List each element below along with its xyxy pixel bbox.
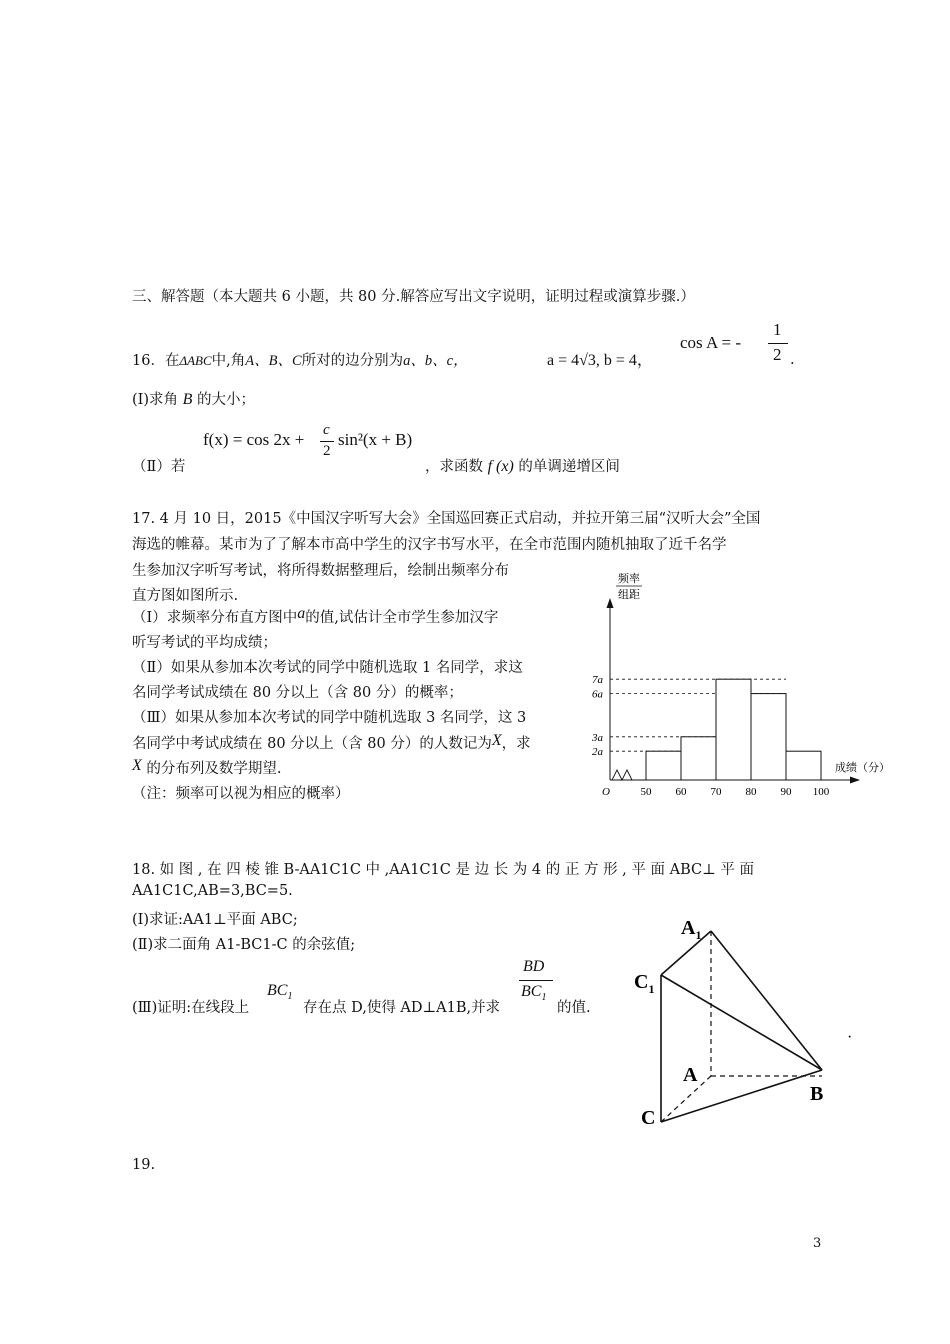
q16-mid2: 所对的边分别为 <box>301 353 404 369</box>
label-c1 <box>634 971 654 996</box>
x-axis-arrow <box>850 777 860 784</box>
q19-label: 19. <box>132 1157 156 1173</box>
q17-line4: 直方图如图所示. <box>132 588 239 604</box>
q16-triangle: ΔABC <box>179 353 212 368</box>
section-title: 三、解答题（本大题共 6 小题，共 80 分.解答应写出文字说明，证明过程或演算步骤.） <box>132 289 695 305</box>
q16-sides: a、b、c， <box>403 353 468 369</box>
q18-part1: (Ⅰ)求证:AA1⊥平面 ABC; <box>132 912 298 928</box>
x-tick-label-100: 100 <box>812 786 830 798</box>
q16-func-lhs: f(x) = cos 2x + <box>203 430 305 449</box>
label-c: C <box>641 1107 656 1129</box>
q17-part3-var: X <box>491 732 502 749</box>
frequency-histogram <box>590 565 910 810</box>
q17-line2: 海选的帷幕。某市为了了解本市高中学生的汉字书写水平，在全市范围内随机抽取了近千名学 <box>132 537 727 553</box>
q18-ratio-den-name: BC <box>521 983 542 1000</box>
q16-angles: A、B、C <box>245 353 302 369</box>
q17-line10 <box>132 733 531 755</box>
q17-line6: 听写考试的平均成绩； <box>132 635 277 651</box>
q16-given-ab: a = 4√3, b = 4， <box>547 352 653 369</box>
q16-statement <box>132 349 468 370</box>
q18-ratio-den <box>521 983 546 1003</box>
q17-line11-text: 的分布列及数学期望. <box>146 761 282 777</box>
q18-line1: 18. 如 图 , 在 四 棱 锥 B-AA1C1C 中 ,AA1C1C 是 边 长 为 4 的 正 方 形 , 平 面 ABC⊥ 平 面 <box>132 862 754 878</box>
q16-mid1: 中,角 <box>211 353 246 369</box>
label-c1-sub: 1 <box>648 982 655 996</box>
q16-part2-suffix: 的单调递增区间 <box>518 459 620 475</box>
q16-func-rhs: sin²(x + B) <box>338 430 413 449</box>
label-a1-sub: 1 <box>695 928 702 942</box>
q16-part2-mid: ，求函数 <box>425 459 483 475</box>
axis-break <box>612 770 632 780</box>
y-tick-label-7a: 7a <box>592 674 603 687</box>
q18-ratio-num: BD <box>523 958 545 975</box>
q16-cos-lhs: cos A = - <box>680 333 742 352</box>
q16-part1-var: B <box>182 391 193 408</box>
q16-cos-fracbar <box>768 343 788 344</box>
q18-part3-a: (Ⅲ)证明:在线段上 <box>132 1000 250 1016</box>
q16-frac-num: c <box>323 422 330 438</box>
q17-part1-b: 的值,试估计全市学生参加汉字 <box>305 610 499 626</box>
bar-90-100 <box>786 751 821 780</box>
label-c1-main: C <box>634 971 649 993</box>
q18-part3-b: 存在点 D,使得 AD⊥A1B,并求 <box>303 1000 501 1016</box>
q18-part2: (Ⅱ)求二面角 A1-BC1-C 的余弦值; <box>132 937 356 953</box>
x-tick-label-80: 80 <box>745 786 757 798</box>
q18-seg <box>267 982 292 1002</box>
q18-part3-c: 的值. <box>557 1000 591 1016</box>
x-tick-label-60: 60 <box>675 786 687 798</box>
q16-part1 <box>132 388 255 409</box>
bar-60-70 <box>681 737 716 780</box>
q17-part1-a: （Ⅰ）求频率分布直方图中 <box>132 610 298 626</box>
q16-part1-prefix: (Ⅰ)求角 <box>132 392 179 408</box>
y-tick-label-6a: 6a <box>592 688 603 701</box>
q18-ratio-bar <box>519 980 553 981</box>
label-b: B <box>810 1083 824 1105</box>
bar-50-60 <box>646 751 681 780</box>
histogram-marks <box>591 674 830 798</box>
y-tick-label-2a: 2a <box>592 746 603 759</box>
q17-line7: （Ⅱ）如果从参加本次考试的同学中随机选取 1 名同学，求这 <box>132 660 523 676</box>
bar-70-80 <box>716 679 751 780</box>
q17-line9: （Ⅲ）如果从参加本次考试的同学中随机选取 3 名同学，这 3 <box>132 710 527 726</box>
q16-part1-suffix: 的大小； <box>197 392 256 408</box>
q17-line3: 生参加汉字听写考试，将所得数据整理后，绘制出频率分布 <box>132 563 509 579</box>
q18-line2: AA1C1C,AB=3,BC=5. <box>132 883 293 899</box>
x-tick-label-70: 70 <box>710 786 722 798</box>
q18-seg-name: BC <box>267 982 288 999</box>
label-a1-main: A <box>681 917 696 939</box>
q17-line11 <box>132 758 282 780</box>
label-a1 <box>681 917 701 942</box>
q17-line11-var: X <box>132 757 142 774</box>
q17-part1-var: a <box>297 605 306 622</box>
q18-ratio-den-sub: 1 <box>541 992 547 1004</box>
q16-prefix: 16．在 <box>132 353 180 369</box>
q16-part2-prefix: （Ⅱ）若 <box>132 459 186 475</box>
x-tick-label-90: 90 <box>780 786 792 798</box>
label-a: A <box>683 1064 698 1086</box>
q16-part2-tail <box>425 455 620 476</box>
q17-line8: 名同学考试成绩在 80 分以上（含 80 分）的概率； <box>132 685 463 701</box>
y-axis-arrow <box>607 598 614 608</box>
origin-label: O <box>602 786 610 798</box>
q17-line1: 17. 4 月 10 日，2015《中国汉字听写大会》全国巡回赛正式启动，并拉开第三届“汉听大会”全国 <box>132 511 761 527</box>
y-label-top: 频率 <box>618 573 640 585</box>
q16-end: . <box>790 352 795 368</box>
q17-part3-a: 名同学中考试成绩在 80 分以上（含 80 分）的人数记为 <box>132 736 492 752</box>
bar-80-90 <box>751 694 786 780</box>
q18-seg-sub: 1 <box>287 991 293 1003</box>
q17-part3-b: ，求 <box>501 736 531 752</box>
y-tick-label-3a: 3a <box>592 731 603 744</box>
y-label-bottom: 组距 <box>618 589 640 601</box>
pyramid-figure <box>625 910 865 1140</box>
q16-frac-bar <box>320 441 334 442</box>
q16-frac-den: 2 <box>323 443 331 459</box>
q17-line5 <box>132 607 498 629</box>
q16-func-name: f (x) <box>487 458 514 475</box>
x-axis-label: 成绩（分） <box>835 762 890 774</box>
edge-c1-b <box>661 975 822 1070</box>
x-tick-label-50: 50 <box>640 786 652 798</box>
q17-note: （注：频率可以视为相应的概率） <box>132 786 350 802</box>
q16-cos-num: 1 <box>773 320 782 339</box>
q16-cos-den: 2 <box>773 345 782 364</box>
page-number: 3 <box>813 1236 822 1251</box>
stray-mark: · <box>847 1029 853 1046</box>
edge-a1-b <box>711 931 822 1070</box>
